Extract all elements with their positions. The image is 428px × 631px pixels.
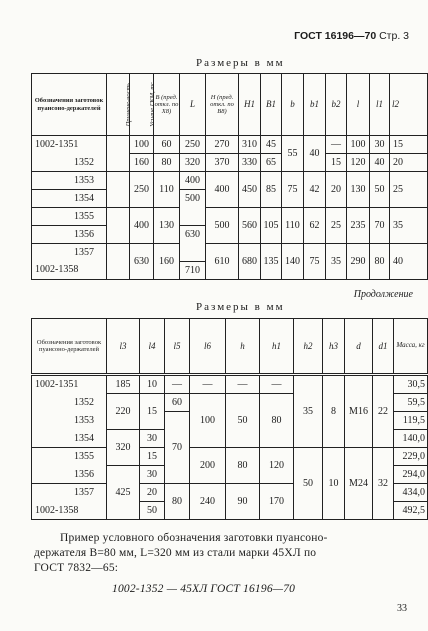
- table-row: 1354 320 30 140,0: [32, 430, 428, 448]
- table-row: 1002-1358 710: [32, 261, 428, 279]
- t2-h-l5: l5: [165, 319, 190, 375]
- dimensions-table-2: [31, 318, 428, 520]
- t1-h-l2: l2: [390, 74, 428, 136]
- dimensions-table-1: [31, 73, 428, 280]
- table-row: 1002-1358 50 492,5: [32, 502, 428, 520]
- t1-h-designation: Обозначения заготовок пуансоно-держателей: [32, 74, 107, 136]
- page-number: 33: [397, 603, 407, 614]
- table-row: 1002-1351 100 60 250 270 310 45 55 40 — 100 30 15: [32, 136, 428, 154]
- table-row: 1355 400 130 500 560 105 110 62 25 235 70 35: [32, 208, 428, 226]
- t1-h-L: L: [180, 74, 206, 136]
- t2-h-h3: h3: [323, 319, 345, 375]
- t2-h-l6: l6: [190, 319, 226, 375]
- table-row: 1353 70 119,5: [32, 412, 428, 430]
- t2-h-d1: d1: [373, 319, 394, 375]
- t2-h-h: h: [226, 319, 260, 375]
- table-row: 1353 250 110 400 400 450 85 75 42 20 130 50 25: [32, 172, 428, 190]
- t2-h-l4: l4: [140, 319, 165, 375]
- continued-label: Продолжение: [353, 289, 413, 300]
- table-row: 1357 630 160 610 680 135 140 75 35 290 80 40: [32, 244, 428, 262]
- t1-h-b1: b1: [304, 74, 326, 136]
- t1-h-applicability: Примене-ность: [107, 74, 130, 136]
- t1-h-b2: b2: [326, 74, 347, 136]
- t1-h-l1: l1: [370, 74, 390, 136]
- table-row: 1352 220 15 60 100 50 80 59,5: [32, 394, 428, 412]
- table-row: 1356 425 30 294,0: [32, 466, 428, 484]
- t2-h-h2: h2: [294, 319, 323, 375]
- t1-h-H: H (пред. откл. по B8): [206, 74, 239, 136]
- t1-h-B1: B1: [261, 74, 282, 136]
- table-row: 1357 20 80 240 90 170 434,0: [32, 484, 428, 502]
- example-designation: 1002-1352 — 45ХЛ ГОСТ 16196—70: [112, 583, 296, 595]
- t2-h-designation: Обозначения заготовок пуансоно-держателей: [32, 319, 107, 375]
- table-row: 1354 500: [32, 190, 428, 208]
- standard-number: ГОСТ 16196—70: [294, 30, 377, 42]
- t2-h-mass: Масса, кг: [394, 319, 428, 375]
- example-line-2: держателя B=80 мм, L=320 мм из стали марки 45ХЛ по: [34, 547, 317, 559]
- t1-h-force: Усилие ГКМ, тс: [130, 74, 154, 136]
- t1-h-H1: H1: [239, 74, 261, 136]
- table-row: 1352 160 80 320 370 330 65 15 120 40 20: [32, 154, 428, 172]
- table-row: 1002-1351 185 10 — — — — 35 8 М16 22 30,5: [32, 375, 428, 394]
- t2-h-d: d: [345, 319, 373, 375]
- t2-h-h1: h1: [260, 319, 294, 375]
- example-line-3: ГОСТ 7832—65:: [34, 562, 119, 574]
- t1-h-l: l: [347, 74, 370, 136]
- t1-h-b: b: [282, 74, 304, 136]
- table2-caption: Размеры в мм: [196, 301, 285, 313]
- t1-h-B: B (пред. откл. по X8): [154, 74, 180, 136]
- table1-caption: Размеры в мм: [196, 57, 285, 69]
- table-row: 1356 630: [32, 226, 428, 244]
- table-row: 1355 15 200 80 120 50 10 М24 32 229,0: [32, 448, 428, 466]
- example-line-1: Пример условного обозначения заготовки пуансоно-: [60, 532, 328, 544]
- page-label: Стр. 3: [379, 30, 409, 42]
- page-header: [294, 30, 409, 42]
- t2-h-l3: l3: [107, 319, 140, 375]
